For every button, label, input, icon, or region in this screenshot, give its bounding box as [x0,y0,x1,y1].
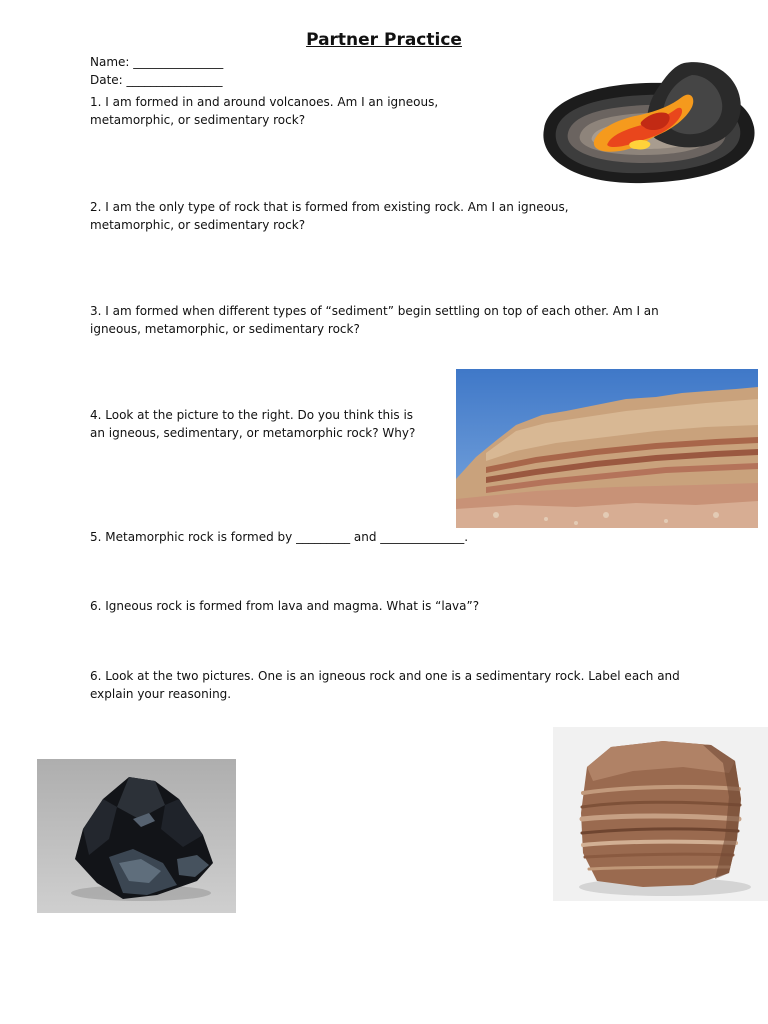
date-field: Date: ________________ [90,73,223,87]
question-3: 3. I am formed when different types of “sediment” begin settling on top of each other. Am I an igneous, metamorphic, or sedimentary rock? [90,304,659,336]
question-4: 4. Look at the picture to the right. Do you think this is an igneous, sedimentary, or metamorphic rock? Why? [90,408,416,440]
sandstone-rock-photo [553,727,768,901]
obsidian-rock-photo [37,759,236,913]
question-6: 6. Igneous rock is formed from lava and magma. What is “lava”? [90,599,480,613]
layered-cliff-photo [456,369,758,528]
volcano-illustration [534,57,758,187]
name-field: Name: _______________ [90,55,224,69]
question-1: 1. I am formed in and around volcanoes. Am I an igneous, metamorphic, or sedimentary rock? [90,95,439,127]
question-2: 2. I am the only type of rock that is formed from existing rock. Am I an igneous, metamorphic, or sedimentary rock? [90,200,569,232]
question-7: 6. Look at the two pictures. One is an igneous rock and one is a sedimentary rock. Label each and explain your reasoning. [90,669,680,701]
page-title: Partner Practice [306,30,462,50]
question-5: 5. Metamorphic rock is formed by _________ and ______________. [90,530,469,544]
